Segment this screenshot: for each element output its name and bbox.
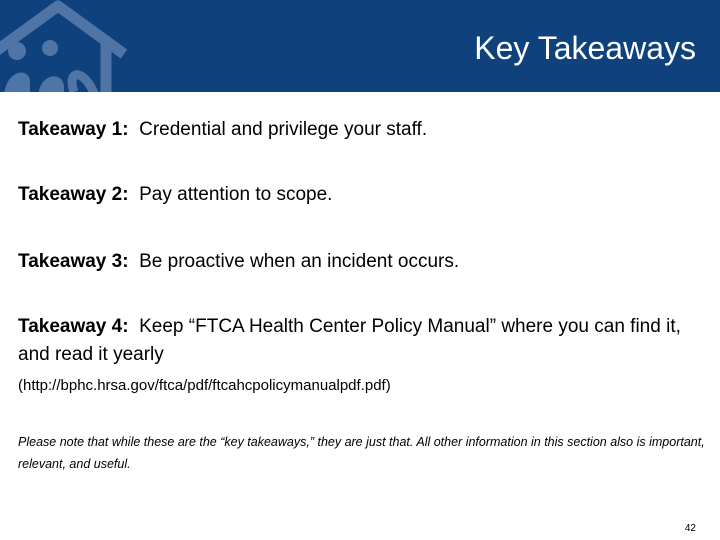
- takeaway-2-text: Pay attention to scope.: [139, 184, 333, 205]
- header-banner: [0, 0, 720, 92]
- slide-title: Key Takeaways: [474, 30, 696, 66]
- takeaway-2-label: Takeaway 2:: [18, 184, 129, 205]
- footnote: Please note that while these are the “key takeaways,” they are just that. All other information in this section also is important, relevant, and useful.: [18, 435, 705, 471]
- policy-manual-url: (http://bphc.hrsa.gov/ftca/pdf/ftcahcpolicymanualpdf.pdf): [18, 377, 391, 394]
- bphc-house-logo-icon: [0, 0, 150, 92]
- takeaway-3: [18, 248, 698, 276]
- takeaway-1-text: Credential and privilege your staff.: [139, 119, 428, 140]
- takeaway-3-text: Be proactive when an incident occurs.: [139, 251, 460, 272]
- takeaway-4-label: Takeaway 4:: [18, 316, 129, 337]
- page-number: 42: [684, 523, 696, 534]
- takeaway-4-text: Keep “FTCA Health Center Policy Manual” where you can find it, and read it yearly: [18, 316, 681, 365]
- takeaway-3-label: Takeaway 3:: [18, 251, 129, 272]
- takeaway-4: [18, 313, 698, 369]
- takeaway-1-label: Takeaway 1:: [18, 119, 129, 140]
- takeaway-1: [18, 116, 698, 144]
- takeaway-2: [18, 181, 698, 209]
